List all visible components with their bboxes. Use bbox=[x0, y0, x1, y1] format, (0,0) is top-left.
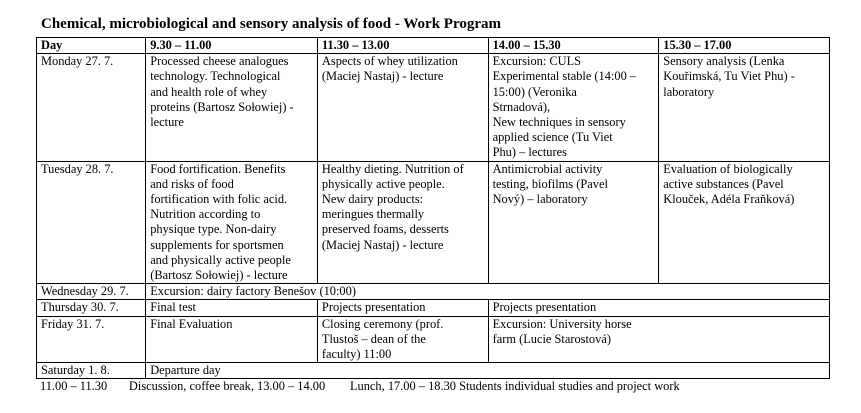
footer-part-2: Discussion, coffee break, 13.00 – 14.00 bbox=[128, 379, 326, 393]
cell-line: testing, biofilms (Pavel bbox=[492, 176, 608, 191]
cell-line: Evaluation of biologically bbox=[663, 161, 793, 176]
session-cell: Final test bbox=[146, 300, 318, 316]
table-row-tuesday bbox=[37, 161, 830, 284]
cell-line: lecture bbox=[150, 115, 184, 130]
session-cell bbox=[488, 161, 659, 284]
cell-line: applied science (Tu Viet bbox=[492, 130, 613, 145]
cell-line: physically active people. bbox=[321, 176, 445, 191]
cell-line: Aspects of whey utilization bbox=[321, 54, 458, 69]
session-cell: Final Evaluation bbox=[146, 316, 318, 363]
cell-line: Kouřimská, Tu Viet Phu) - bbox=[663, 69, 795, 84]
cell-line: New dairy products: bbox=[321, 192, 424, 207]
cell-line: and risks of food bbox=[150, 176, 234, 191]
cell-line: Processed cheese analogues bbox=[150, 54, 289, 69]
day-cell: Monday 27. 7. bbox=[37, 54, 146, 161]
cell-line: Healthy dieting. Nutrition of bbox=[321, 161, 464, 176]
cell-line: Experimental stable (14:00 – bbox=[492, 69, 637, 84]
cell-line: (Maciej Nastaj) - lecture bbox=[321, 69, 444, 84]
session-cell bbox=[659, 161, 830, 284]
header-slot-2: 11.30 – 13.00 bbox=[317, 38, 488, 54]
cell-line: technology. Technological bbox=[150, 69, 281, 84]
header-day: Day bbox=[37, 38, 146, 54]
day-cell: Tuesday 28. 7. bbox=[37, 161, 146, 284]
session-cell bbox=[488, 316, 829, 363]
table-row-monday bbox=[37, 54, 830, 161]
header-row bbox=[37, 38, 830, 54]
cell-line: Phu) – lectures bbox=[492, 145, 567, 160]
cell-line: laboratory bbox=[663, 84, 715, 99]
cell-line: Excursion: University horse bbox=[492, 316, 632, 331]
session-cell-span: Excursion: dairy factory Benešov (10:00) bbox=[146, 284, 830, 300]
session-cell bbox=[146, 161, 318, 284]
session-cell bbox=[317, 161, 488, 284]
day-cell: Wednesday 29. 7. bbox=[37, 284, 146, 300]
cell-line: (Bartosz Sołowiej) - lecture bbox=[150, 268, 288, 283]
table-row-thursday bbox=[37, 300, 830, 316]
table-row-saturday bbox=[37, 363, 830, 379]
header-slot-3: 14.00 – 15.30 bbox=[488, 38, 659, 54]
cell-line: Closing ceremony (prof. bbox=[321, 316, 444, 331]
session-cell: Projects presentation bbox=[317, 300, 488, 316]
session-cell bbox=[317, 54, 488, 161]
footer-note bbox=[40, 379, 680, 394]
cell-line: Nový) – laboratory bbox=[492, 192, 588, 207]
session-cell-span: Departure day bbox=[146, 363, 830, 379]
cell-line: farm (Lucie Starostová) bbox=[492, 331, 611, 346]
cell-line: Klouček, Adéla Fraňková) bbox=[663, 192, 795, 207]
cell-line: (Maciej Nastaj) - lecture bbox=[321, 237, 444, 252]
cell-line: and physically active people bbox=[150, 252, 291, 267]
cell-line: Strnadová), bbox=[492, 99, 551, 114]
cell-line: Antimicrobial activity bbox=[492, 161, 603, 176]
cell-line: 15:00) (Veronika bbox=[492, 84, 577, 99]
cell-line: active substances (Pavel bbox=[663, 176, 784, 191]
cell-line: proteins (Bartosz Sołowiej) - bbox=[150, 99, 294, 114]
cell-line: supplements for sportsmen bbox=[150, 237, 284, 252]
session-cell bbox=[488, 54, 659, 161]
work-program-table bbox=[36, 37, 830, 379]
cell-line: preserved foams, desserts bbox=[321, 222, 449, 237]
cell-line: and health role of whey bbox=[150, 84, 268, 99]
day-cell: Friday 31. 7. bbox=[37, 316, 146, 363]
session-cell bbox=[317, 316, 488, 363]
session-cell bbox=[659, 54, 830, 161]
cell-line: physique type. Non-dairy bbox=[150, 222, 277, 237]
document-title: Chemical, microbiological and sensory analysis of food - Work Program bbox=[41, 16, 501, 32]
cell-line: Nutrition according to bbox=[150, 207, 261, 222]
cell-line: New techniques in sensory bbox=[492, 115, 626, 130]
cell-line: faculty) 11:00 bbox=[321, 347, 392, 362]
cell-line: Sensory analysis (Lenka bbox=[663, 54, 785, 69]
footer-part-1: 11.00 – 11.30 bbox=[40, 379, 108, 393]
table-row-friday bbox=[37, 316, 830, 363]
header-slot-4: 15.30 – 17.00 bbox=[659, 38, 830, 54]
day-cell: Saturday 1. 8. bbox=[37, 363, 146, 379]
day-cell: Thursday 30. 7. bbox=[37, 300, 146, 316]
session-cell: Projects presentation bbox=[488, 300, 829, 316]
header-slot-1: 9.30 – 11.00 bbox=[146, 38, 318, 54]
cell-line: meringues thermally bbox=[321, 207, 425, 222]
cell-line: Tlustoš – dean of the bbox=[321, 331, 426, 346]
session-cell bbox=[146, 54, 318, 161]
table-row-wednesday bbox=[37, 284, 830, 300]
cell-line: Excursion: CULS bbox=[492, 54, 582, 69]
cell-line: fortification with folic acid. bbox=[150, 192, 288, 207]
footer-part-3: Lunch, 17.00 – 18.30 Students individual studies and project work bbox=[349, 379, 680, 393]
cell-line: Food fortification. Benefits bbox=[150, 161, 286, 176]
